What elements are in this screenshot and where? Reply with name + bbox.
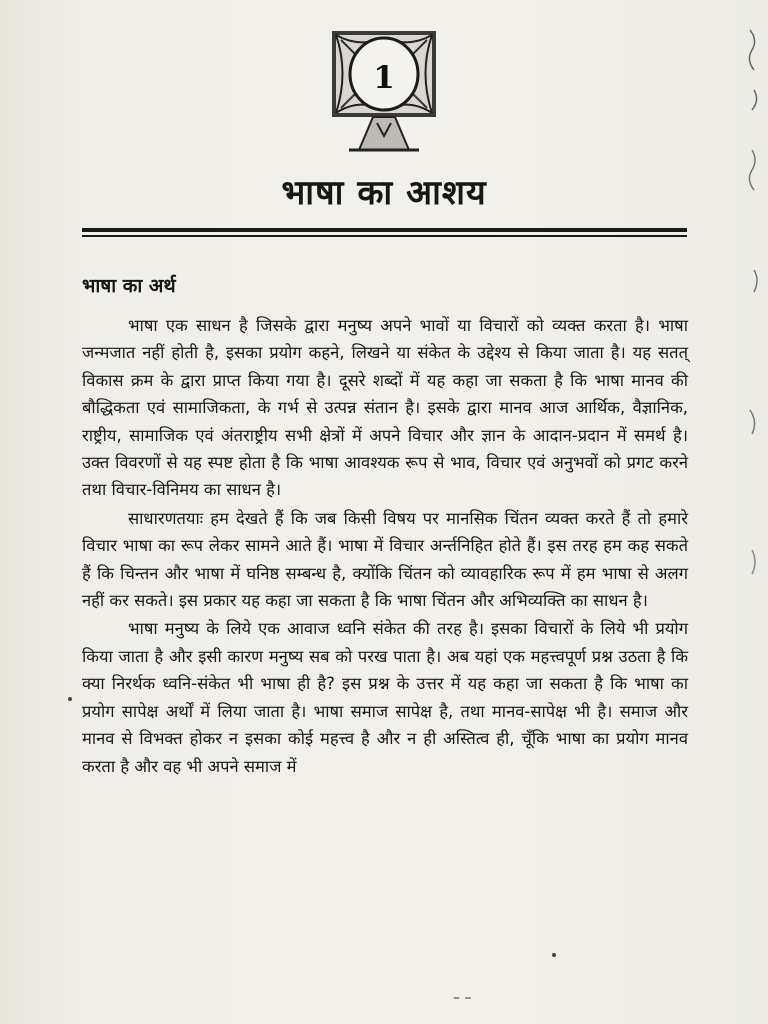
title-divider-thin bbox=[82, 235, 687, 237]
chapter-badge bbox=[329, 28, 439, 154]
title-divider-thick bbox=[82, 228, 687, 232]
chapter-number: 1 bbox=[373, 60, 395, 96]
paragraph-2: साधारणतयाः हम देखते हैं कि जब किसी विषय पर मानसिक चिंतन व्यक्त करते हैं तो हमारे विचार भाषा का रूप लेकर सामने आते हैं। भाषा में विचार अर्न्तनिहित होते हैं। इस तरह हम कह सकते हैं कि चिन्तन और भाषा में घनिष्ठ सम्बन्ध है, क्योंकि चिंतन को व्यावहारिक रूप में हम भाषा से अलग नहीं कर सकते। इस प्रकार यह कहा जा सकता है कि भाषा चिंतन और अभिव्यक्ति का साधन है। bbox=[82, 508, 688, 611]
paragraph-3: भाषा मनुष्य के लिये एक आवाज ध्वनि संकेत की तरह है। इसका विचारों के लिये भी प्रयोग किया जाता है और इसी कारण मनुष्य सब को परख पाता है। अब यहां एक महत्त्वपूर्ण प्रश्न उठता है कि क्या निरर्थक ध्वनि-संकेत भी भाषा ही है? इस प्रश्न के उत्तर में यह कहा जा सकता है कि भाषा का प्रयोग सापेक्ष अर्थों में लिया जाता है। भाषा समाज सापेक्ष है, तथा मानव-सापेक्ष भी है। समाज और मानव से विभक्त होकर न इसका कोई महत्त्व है और न ही अस्तित्व ही, चूँकि भाषा का प्रयोग मानव करता है और वह भी अपने समाज में bbox=[82, 619, 688, 776]
stray-mark bbox=[68, 697, 72, 701]
stray-mark bbox=[552, 953, 556, 957]
chapter-title: भाषा का आशय bbox=[281, 173, 487, 213]
section-heading: भाषा का अर्थ bbox=[82, 275, 176, 297]
page-footer: – – bbox=[453, 990, 472, 1006]
paragraph-1: भाषा एक साधन है जिसके द्वारा मनुष्य अपने भावों या विचारों को व्यक्त करता है। भाषा जन्मजात नहीं होती है, इसका प्रयोग कहने, लिखने या संकेत के उद्देश्य से किया जाता है। यह सतत् विकास क्रम के द्वारा प्राप्त किया गया है। दूसरे शब्दों में यह कहा जा सकता है कि भाषा मानव की बौद्धिकता एवं सामाजिकता, के गर्भ से उत्पन्न संतान है। इसके द्वारा मानव आज आर्थिक, वैज्ञानिक, राष्ट्रीय, सामाजिक एवं अंतराष्ट्रीय सभी क्षेत्रों में अपने विचार और ज्ञान के आदान-प्रदान में समर्थ है। उक्त विवरणों से यह स्पष्ट होता है कि भाषा आवश्यक रूप से भाव, विचार एवं अनुभवों को प्रगट करने तथा विचार-विनिमय का साधन है। bbox=[82, 316, 688, 500]
binding-marks-icon bbox=[744, 30, 764, 630]
body-text bbox=[82, 312, 688, 781]
